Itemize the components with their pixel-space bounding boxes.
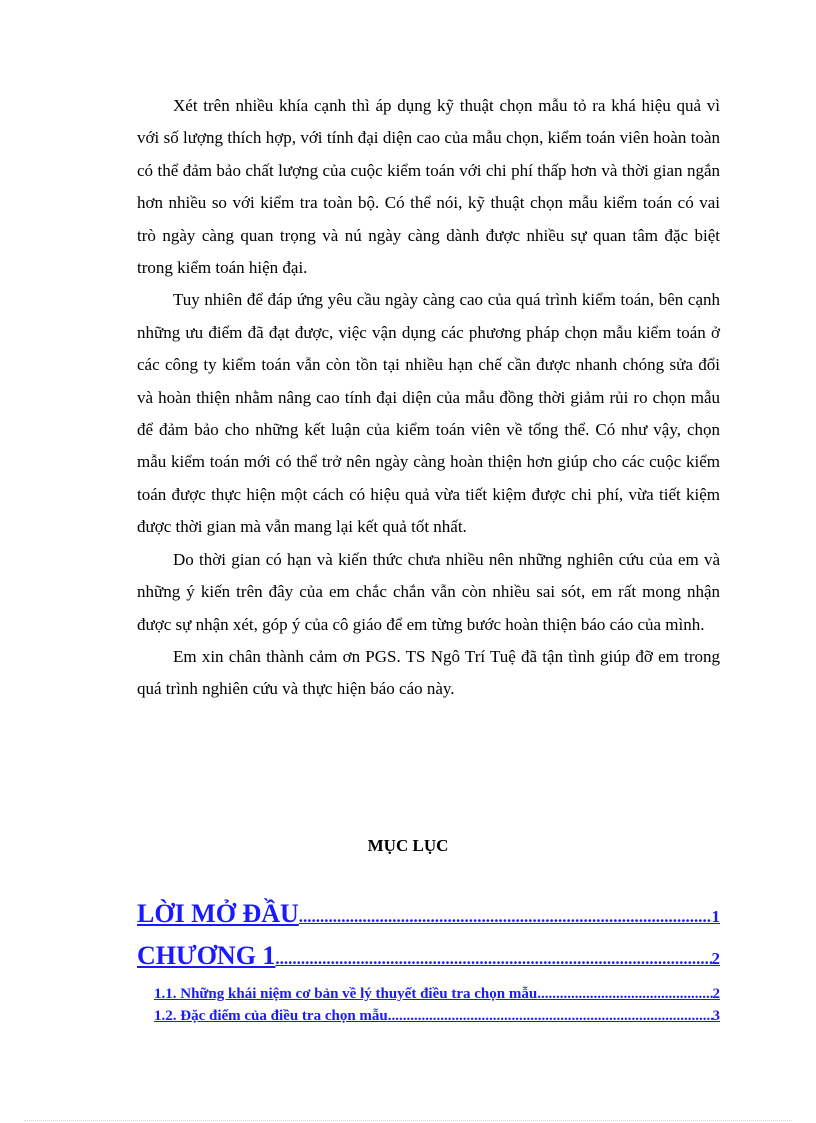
paragraph: Em xin chân thành cảm ơn PGS. TS Ngô Trí Tuệ đã tận tình giúp đỡ em trong quá trình nghiên cứu và thực hiện báo cáo này. — [137, 646, 720, 699]
toc-entry-text: CHƯƠNG 1 — [137, 941, 276, 970]
toc-leader-dots — [275, 942, 711, 976]
toc-entry-text: LỜI MỞ ĐẦU — [137, 899, 299, 928]
toc-leader-dots — [299, 900, 712, 934]
toc-entry-intro — [137, 897, 720, 934]
toc-page-number: 3 — [712, 1008, 720, 1024]
paragraph: Tuy nhiên để đáp ứng yêu cầu ngày càng cao của quá trình kiểm toán, bên cạnh những ưu điểm đã đạt được, việc vận dụng các phương pháp chọn mẫu kiểm toán ở các công ty kiểm toán vẫn còn tồn tại nhiều hạn chế cần được nhanh chóng sửa đổi và hoàn thiện nhằm nâng cao tính đại diện của mẫu đồng thời giảm rủi ro chọn mẫu để đảm bảo cho những kết luận của kiểm toán viên về tổng thể. Có như vậy, chọn mẫu kiểm toán mới có thể trở nên ngày càng hoàn thiện hơn giúp cho các cuộc kiểm toán được thực hiện một cách có hiệu quả vừa tiết kiệm được chi phí, vừa tiết kiệm được thời gian mà vẫn mang lại kết quả tốt nhất. — [137, 290, 720, 537]
toc-entry-text: 1.2. Đặc điểm của điều tra chọn mẫu — [154, 1008, 388, 1024]
toc-entry-chapter-1 — [137, 939, 720, 976]
toc-entry-1-1 — [137, 984, 720, 1005]
toc-link-1-1[interactable] — [137, 984, 720, 1005]
toc-link-chapter-1[interactable] — [137, 939, 720, 976]
toc-page-number: 2 — [712, 986, 720, 1002]
conclusion-body — [137, 90, 720, 706]
paragraph: Xét trên nhiều khía cạnh thì áp dụng kỹ thuật chọn mẫu tỏ ra khá hiệu quả vì với số lượng thích hợp, với tính đại diện cao của mẫu chọn, kiểm toán viên hoàn toàn có thể đảm bảo chất lượng của cuộc kiểm toán với chi phí thấp hơn và thời gian ngắn hơn nhiều so với kiểm tra toàn bộ. Có thể nói, kỹ thuật chọn mẫu kiểm toán có vai trò ngày càng quan trọng và nú ngày càng dành được nhiều sự quan tâm đặc biệt trong kiểm toán hiện đại. — [137, 96, 720, 278]
toc-heading: MỤC LỤC — [367, 836, 449, 855]
toc-leader-dots — [537, 984, 712, 1005]
page-divider — [24, 1120, 792, 1121]
toc-link-intro[interactable] — [137, 897, 720, 934]
toc-page-number: 1 — [711, 907, 720, 926]
toc-page-number: 2 — [711, 949, 720, 968]
paragraph: Do thời gian có hạn và kiến thức chưa nhiều nên những nghiên cứu của em và những ý kiến trên đây của em chắc chắn vẫn còn nhiều sai sót, em rất mong nhận được sự nhận xét, góp ý của cô giáo để em từng bước hoàn thiện báo cáo của mình. — [137, 549, 720, 634]
toc-entry-text: 1.1. Những khái niệm cơ bản về lý thuyết điều tra chọn mẫu — [154, 986, 538, 1002]
toc-entry-1-2 — [137, 1006, 720, 1027]
toc-link-1-2[interactable] — [137, 1006, 720, 1027]
toc-leader-dots — [388, 1006, 713, 1027]
